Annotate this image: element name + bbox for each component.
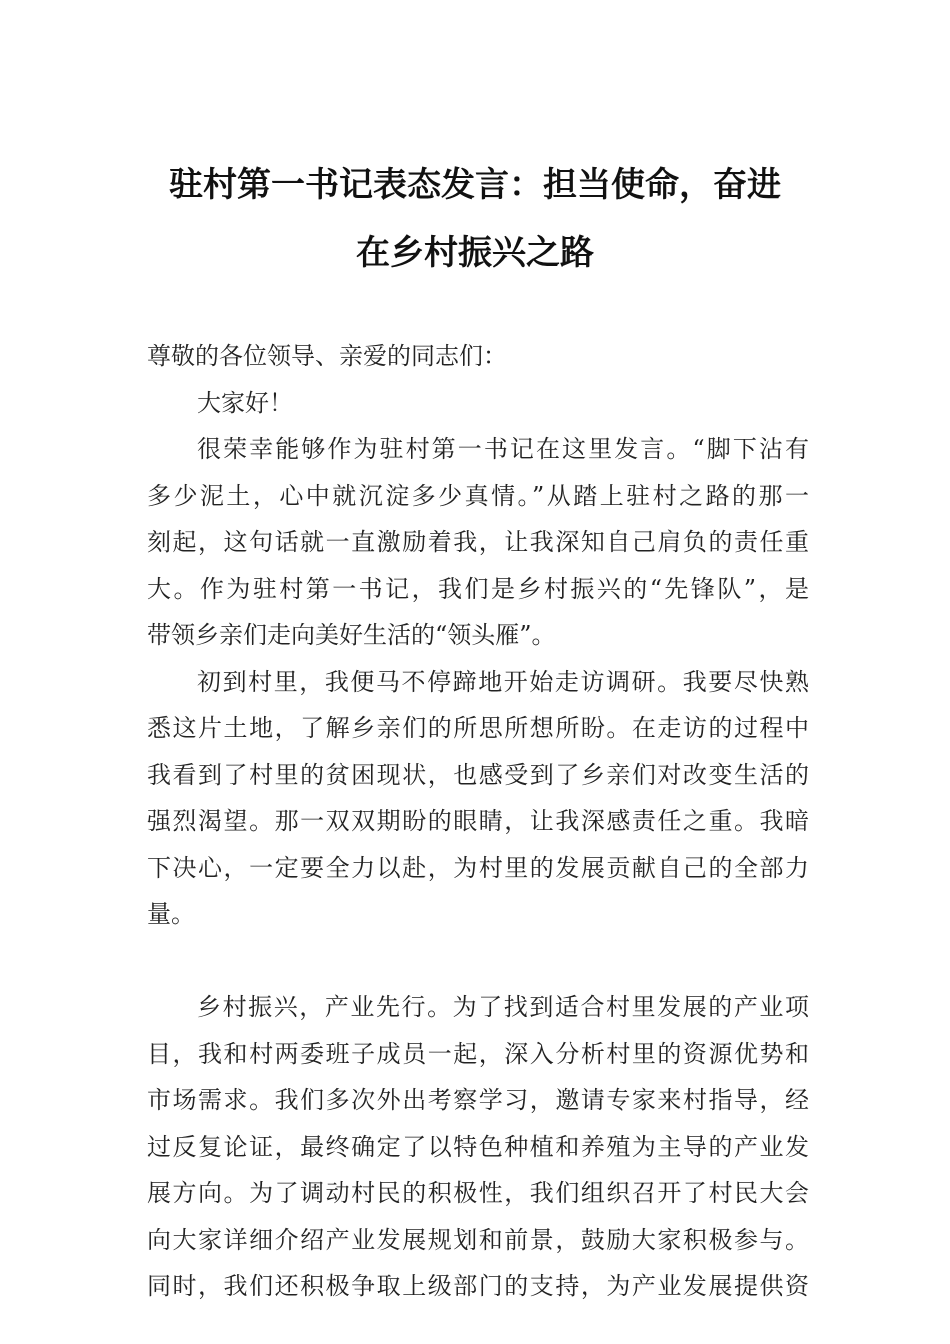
- paragraph-line: 量。: [147, 900, 195, 928]
- document-body: [147, 333, 809, 1310]
- paragraph-line: 大。作为驻村第一书记，我们是乡村振兴的“先锋队”，是: [147, 574, 809, 603]
- paragraph-line: 刻起，这句话就一直激励着我，让我深知自己肩负的责任重: [147, 528, 809, 556]
- greeting: 大家好！: [197, 388, 293, 417]
- document-title-line-1: 驻村第一书记表态发言：担当使命，奋进: [169, 165, 781, 205]
- paragraph-line: 过反复论证，最终确定了以特色种植和养殖为主导的产业发: [147, 1132, 809, 1161]
- paragraph-line: 初到村里，我便马不停蹄地开始走访调研。我要尽快熟: [197, 667, 809, 696]
- paragraph-line: 多少泥土，心中就沉淀多少真情。”从踏上驻村之路的那一: [147, 481, 809, 510]
- paragraph-line: 展方向。为了调动村民的积极性，我们组织召开了村民大会: [147, 1179, 809, 1207]
- paragraph-line: 强烈渴望。那一双双期盼的眼睛，让我深感责任之重。我暗: [147, 807, 809, 835]
- document-title-line-2: 在乡村振兴之路: [356, 233, 594, 273]
- paragraph-1: [147, 426, 809, 659]
- paragraph-spacer: [147, 938, 809, 985]
- paragraph-2: [147, 659, 809, 938]
- paragraph-line: 悉这片土地，了解乡亲们的所思所想所盼。在走访的过程中: [147, 714, 809, 742]
- salutation: 尊敬的各位领导、亲爱的同志们：: [147, 342, 507, 370]
- paragraph-line: 目，我和村两委班子成员一起，深入分析村里的资源优势和: [147, 1039, 809, 1068]
- paragraph-line: 乡村振兴，产业先行。为了找到适合村里发展的产业项: [197, 993, 809, 1021]
- paragraph-line: 带领乡亲们走向美好生活的“领头雁”。: [147, 621, 556, 649]
- paragraph-line: 同时，我们还积极争取上级部门的支持，为产业发展提供资: [147, 1272, 809, 1300]
- paragraph-line: 很荣幸能够作为驻村第一书记在这里发言。“脚下沾有: [197, 435, 809, 463]
- paragraph-3: [147, 984, 809, 1310]
- paragraph-line: 我看到了村里的贫困现状，也感受到了乡亲们对改变生活的: [147, 760, 809, 789]
- paragraph-line: 下决心，一定要全力以赴，为村里的发展贡献自己的全部力: [147, 853, 809, 882]
- paragraph-line: 市场需求。我们多次外出考察学习，邀请专家来村指导，经: [147, 1086, 809, 1114]
- paragraph-line: 向大家详细介绍产业发展规划和前景，鼓励大家积极参与。: [147, 1225, 809, 1254]
